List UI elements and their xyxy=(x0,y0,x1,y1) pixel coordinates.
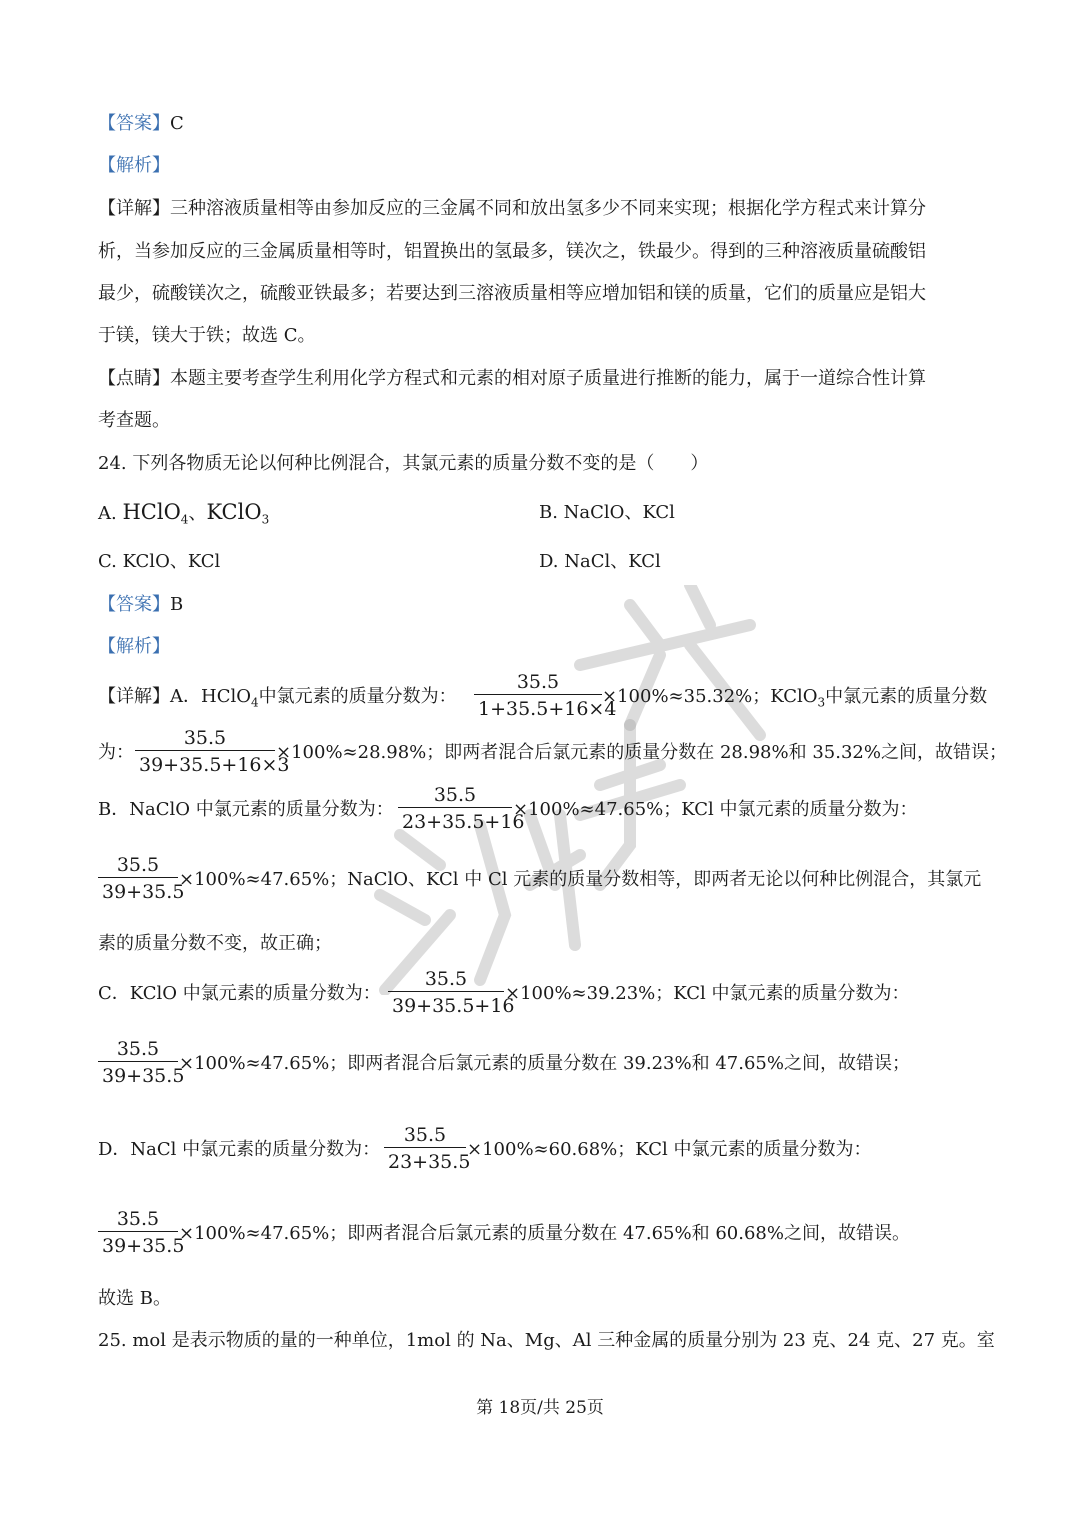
fraction-denominator: 39+35.5 xyxy=(98,1061,178,1088)
fraction-d-2 xyxy=(98,1207,185,1258)
a-intro-text: A．HClO xyxy=(170,686,251,707)
option-a-label: A. xyxy=(98,503,117,524)
fraction-numerator: 35.5 xyxy=(116,854,160,876)
fraction-denominator: 23+35.5+16 xyxy=(398,807,512,834)
q24-a-result-1 xyxy=(602,684,987,716)
fraction-a-2 xyxy=(135,726,290,777)
q24-question: 24. 下列各物质无论以何种比例混合，其氯元素的质量分数不变的是（ ） xyxy=(98,453,709,474)
q24-b-result-2: ×100%≈47.65%；NaClO、KCl 中 Cl 元素的质量分数相等，即两者无论以何种比例混合，其氯元 xyxy=(179,869,982,890)
q23-detail-line-1 xyxy=(98,196,926,222)
q24-c-intro: C．KClO 中氯元素的质量分数为： xyxy=(98,983,381,1004)
fraction-a-1 xyxy=(474,670,617,721)
detail-tag: 【详解】 xyxy=(98,198,170,219)
q23-answer-line xyxy=(98,111,184,137)
fraction-denominator: 39+35.5+16×3 xyxy=(135,750,275,777)
q24-a-line2-lead: 为： xyxy=(98,742,134,763)
q23-comment-line-2: 考查题。 xyxy=(98,410,170,431)
q24-option-a xyxy=(98,499,269,533)
q24-d-result-2: ×100%≈47.65%；即两者混合后氯元素的质量分数在 47.65%和 60.68%之间，故错误。 xyxy=(179,1223,910,1244)
q23-analysis-tag: 【解析】 xyxy=(98,155,170,176)
a-result-tail: 中氯元素的质量分数 xyxy=(825,686,988,707)
q23-detail-line-2: 析，当参加反应的三金属质量相等时，铝置换出的氢最多，镁次之，铁最少。得到的三种溶液质量硫酸铝 xyxy=(98,241,926,262)
fraction-denominator: 39+35.5 xyxy=(98,877,178,904)
fraction-c-1 xyxy=(388,967,515,1018)
q24-b-tail: 素的质量分数不变，故正确； xyxy=(98,933,332,954)
fraction-b-2 xyxy=(98,853,185,904)
q23-answer-value: C xyxy=(170,113,184,134)
q24-c-result-2: ×100%≈47.65%；即两者混合后氯元素的质量分数在 39.23%和 47.65%之间，故错误； xyxy=(179,1053,910,1074)
answer-tag: 【答案】 xyxy=(98,113,170,134)
q24-conclusion: 故选 B。 xyxy=(98,1288,171,1309)
fraction-c-2 xyxy=(98,1037,185,1088)
a-result-sub: 3 xyxy=(817,695,826,710)
fraction-denominator: 39+35.5 xyxy=(98,1231,178,1258)
fraction-numerator: 35.5 xyxy=(516,671,560,693)
q24-option-d: D. NaCl、KCl xyxy=(539,551,661,572)
q24-answer-line xyxy=(98,592,183,618)
page-footer: 第 18页/共 25页 xyxy=(476,1398,604,1418)
q24-c-result-1: ×100%≈39.23%；KCl 中氯元素的质量分数为： xyxy=(505,983,910,1004)
fraction-numerator: 35.5 xyxy=(183,727,227,749)
q24-d-intro: D．NaCl 中氯元素的质量分数为： xyxy=(98,1139,381,1160)
fraction-d-1 xyxy=(384,1123,471,1174)
option-a-formula-1: HClO xyxy=(122,500,181,524)
fraction-numerator: 35.5 xyxy=(116,1038,160,1060)
q24-answer-value: B xyxy=(170,594,184,615)
fraction-denominator: 1+35.5+16×4 xyxy=(474,694,602,721)
q24-b-intro: B．NaClO 中氯元素的质量分数为： xyxy=(98,799,394,820)
q24-option-b: B. NaClO、KCl xyxy=(539,502,675,523)
q23-comment-line-1 xyxy=(98,366,926,392)
q24-b-result-1: ×100%≈47.65%；KCl 中氯元素的质量分数为： xyxy=(513,799,918,820)
option-a-sub-1: 4 xyxy=(180,512,189,527)
fraction-b-1 xyxy=(398,783,525,834)
answer-tag: 【答案】 xyxy=(98,594,170,615)
fraction-numerator: 35.5 xyxy=(433,784,477,806)
a-intro-sub: 4 xyxy=(250,695,259,710)
option-a-sub-2: 3 xyxy=(261,512,270,527)
fraction-numerator: 35.5 xyxy=(403,1124,447,1146)
option-a-sep: 、 xyxy=(188,503,207,524)
q24-a-intro xyxy=(98,684,457,716)
q23-detail-line-4: 于镁，镁大于铁；故选 C。 xyxy=(98,325,316,346)
q24-analysis-tag: 【解析】 xyxy=(98,636,170,657)
q25-question: 25. mol 是表示物质的量的一种单位，1mol 的 Na、Mg、Al 三种金属的质量分别为 23 克、24 克、27 克。室 xyxy=(98,1330,995,1351)
fraction-denominator: 23+35.5 xyxy=(384,1147,466,1174)
q24-d-result-1: ×100%≈60.68%；KCl 中氯元素的质量分数为： xyxy=(467,1139,872,1160)
a-intro-tail: 中氯元素的质量分数为： xyxy=(258,686,457,707)
q23-detail-text-1: 三种溶液质量相等由参加反应的三金属不同和放出氢多少不同来实现；根据化学方程式来计算分 xyxy=(170,198,926,219)
fraction-denominator: 39+35.5+16 xyxy=(388,991,504,1018)
option-a-formula-2: KClO xyxy=(206,500,262,524)
q24-a-result-2: ×100%≈28.98%；即两者混合后氯元素的质量分数在 28.98%和 35.32%之间，故错误； xyxy=(276,742,1007,763)
q23-detail-line-3: 最少，硫酸镁次之，硫酸亚铁最多；若要达到三溶液质量相等应增加铝和镁的质量，它们的质量应是铝大 xyxy=(98,283,926,304)
q24-option-c: C. KClO、KCl xyxy=(98,551,221,572)
q23-comment-text-1: 本题主要考查学生利用化学方程式和元素的相对原子质量进行推断的能力，属于一道综合性计算 xyxy=(170,368,926,389)
comment-tag: 【点睛】 xyxy=(98,368,170,389)
fraction-numerator: 35.5 xyxy=(116,1208,160,1230)
fraction-numerator: 35.5 xyxy=(424,968,468,990)
detail-tag: 【详解】 xyxy=(98,686,170,707)
a-result-text: ×100%≈35.32%；KClO xyxy=(602,686,818,707)
